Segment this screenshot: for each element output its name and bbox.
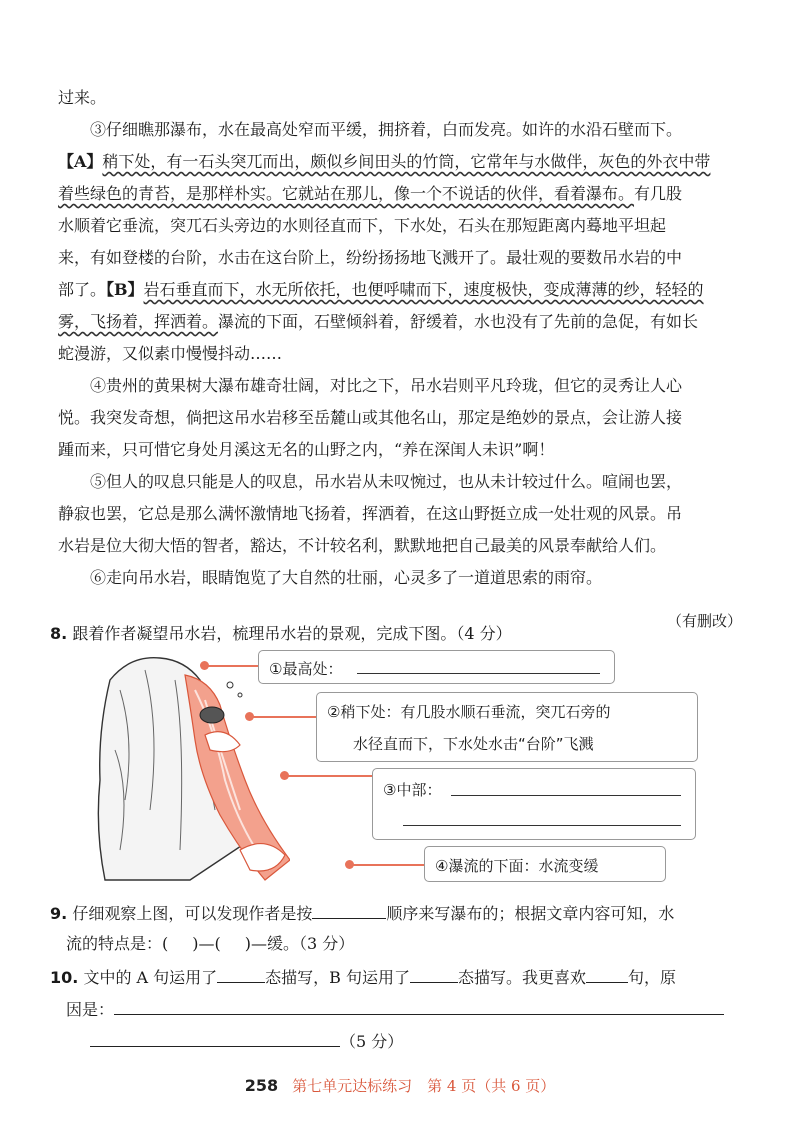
passage-line: 过来。 [58,88,107,107]
question-9-line-2 [66,934,354,954]
passage-line: 悦。我突发奇想，倘把这吊水岩移至岳麓山或其他名山，那定是绝妙的景点，会让游人接 [58,408,683,427]
box-text: ④瀑流的下面：水流变缓 [435,857,599,875]
sentence-a-tag: 【A】 [58,152,103,171]
question-text: 句，原 [628,968,677,987]
answer-blank[interactable] [586,966,628,983]
sentence-a-text: 着些绿色的青苔，是那样朴实。它就站在那儿，像一个不说话的伙伴，看着瀑布。 [58,184,635,203]
passage-line: ③仔细瞧那瀑布，水在最高处窄而平缓，拥挤着，白而发亮。如许的水沿石壁而下。 [90,120,683,139]
question-number: 8. [50,624,68,643]
sentence-b-text: 雾，飞扬着，挥洒着。 [58,312,219,331]
question-text: 仔细观察上图，可以发现作者是按 [72,904,313,923]
diagram-box-1 [258,650,615,684]
passage-line [58,152,710,172]
connector-line [350,864,425,866]
diagram-box-2 [316,692,698,762]
answer-blank[interactable] [217,966,265,983]
box-text: 水径直而下，下水处水击“台阶”飞溅 [353,735,594,753]
question-number: 9. [50,904,68,923]
passage-line: 静寂也罢，它总是那么满怀激情地飞扬着，挥洒着，在这山野挺立成一处壮观的风景。吊 [58,504,683,523]
box-label: ③中部： [383,781,442,799]
page-footer [0,1075,800,1096]
passage-line: 来，有如登楼的台阶，水击在这台阶上，纷纷扬扬地飞溅开了。最壮观的要数吊水岩的中 [58,248,683,267]
question-score: （5 分） [340,1032,404,1051]
question-text: 因是： [66,1000,115,1019]
question-8 [50,624,512,644]
diagram-box-3 [372,768,696,840]
passage-line: 水顺着它垂流，突兀石头旁边的水则径直而下，下水处，石头在那短距离内蓦地平坦起 [58,216,667,235]
footer-text: 第七单元达标练习 第 4 页（共 6 页） [292,1077,556,1095]
waterfall-illustration [90,650,290,890]
passage-line [58,312,698,332]
passage-line: 踵而来，只可惜它身处月溪这无名的山野之内，“养在深闺人未识”啊！ [58,440,555,459]
question-10-line-3 [90,1030,403,1052]
diagram-box-4 [424,846,666,882]
passage-line [58,280,704,300]
rock-outcrop [200,707,224,723]
source-note: （有删改） [666,612,742,630]
question-text: 流的特点是：( [66,934,169,953]
answer-blank[interactable] [90,1030,340,1047]
question-text: )—缓。（3 分） [244,934,355,953]
box-text: ②稍下处：有几股水顺石垂流，突兀石旁的 [327,703,611,721]
sentence-a-text: 稍下处，有一石头突兀而出，颇似乡间田头的竹筒，它常年与水做伴，灰色的外衣中带 [102,152,711,171]
connector-line [285,775,375,777]
answer-line[interactable] [357,673,600,674]
answer-blank[interactable] [410,966,458,983]
answer-blank[interactable] [114,998,724,1015]
connector-line [250,716,318,718]
passage-line [58,184,682,204]
passage-line: ⑤但人的叹息只能是人的叹息，吊水岩从未叹惋过，也从未计较过什么。喧闹也罢， [90,472,683,491]
question-text: 态描写。我更喜欢 [458,968,587,987]
question-10 [50,966,676,988]
sentence-b-tag: 【B】 [106,280,144,299]
question-text: )—( [192,934,221,953]
passage-text: 有几股 [634,184,683,203]
connector-line [205,665,265,667]
answer-line[interactable] [403,825,681,826]
box-label: ①最高处： [269,660,343,678]
question-text: 顺序来写瀑布的；根据文章内容可知，水 [386,904,675,923]
page-number: 258 [244,1076,279,1095]
passage-line: ④贵州的黄果树大瀑布雄奇壮阔，对比之下，吊水岩则平凡玲珑，但它的灵秀让人心 [90,376,683,395]
passage-line: 水岩是位大彻大悟的智者，豁达，不计较名利，默默地把自己最美的风景奉献给人们。 [58,536,667,555]
passage-line: 蛇漫游，又似素巾慢慢抖动…… [58,344,283,363]
passage-line: ⑥走向吊水岩，眼睛饱览了大自然的壮丽，心灵多了一道道思索的雨帘。 [90,568,603,587]
question-9 [50,902,674,924]
answer-blank[interactable] [312,902,386,919]
passage-text: 部了。 [58,280,107,299]
sentence-b-text: 岩石垂直而下，水无所依托，也便呼啸而下，速度极快，变成薄薄的纱，轻轻的 [143,280,704,299]
question-text: 文中的 A 句运用了 [83,968,218,987]
question-number: 10. [50,968,79,987]
question-10-line-2 [66,998,724,1020]
question-text: 跟着作者凝望吊水岩，梳理吊水岩的景观，完成下图。（4 分） [72,624,512,643]
question-text: 态描写，B 句运用了 [265,968,411,987]
answer-line[interactable] [451,795,681,796]
passage-text: 瀑流的下面，石壁倾斜着，舒缓着，水也没有了先前的急促，有如长 [218,312,699,331]
